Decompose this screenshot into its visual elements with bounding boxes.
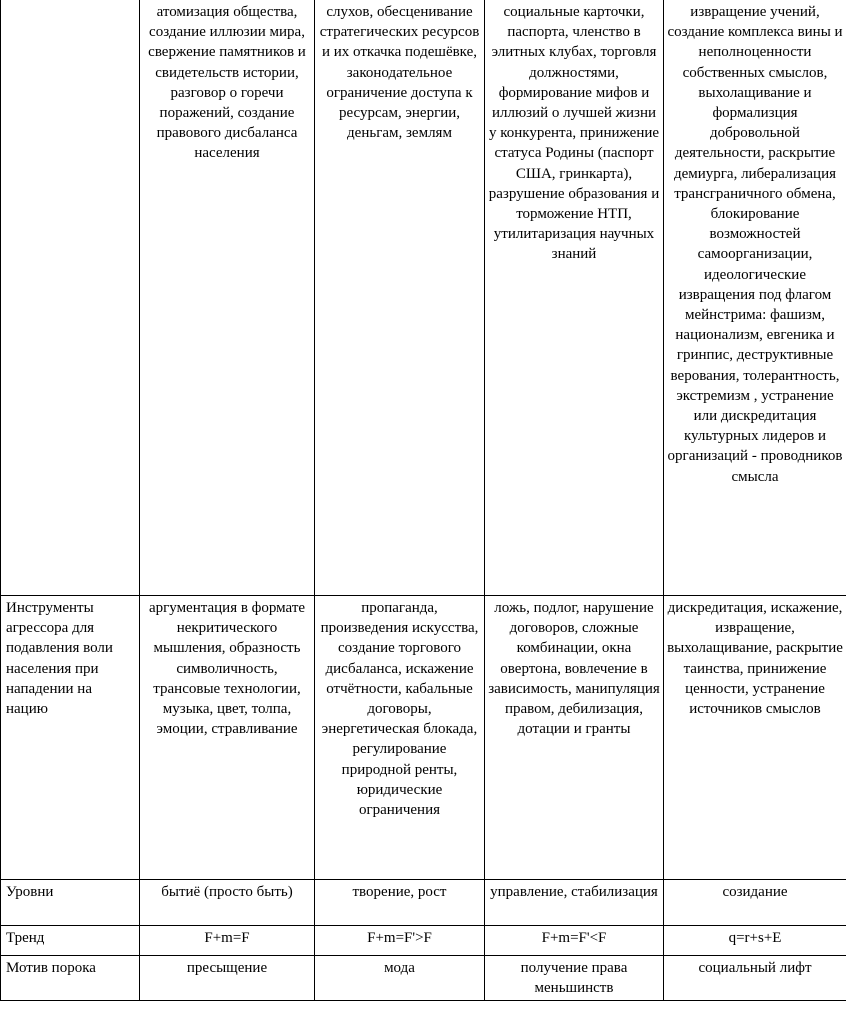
table-cell: пресыщение <box>140 956 315 1001</box>
row-header-cell <box>1 0 140 596</box>
table-row-trend <box>1 926 846 956</box>
table-row-instruments <box>1 596 846 880</box>
row-header-cell: Тренд <box>1 926 140 956</box>
row-header-cell: Инструменты агрессора для подавления воли населения при нападении на нацию <box>1 596 140 880</box>
table-cell: бытиё (просто быть) <box>140 880 315 926</box>
table-cell: ложь, подлог, нарушение договоров, сложные комбинации, окна овертона, вовлечение в зависимость, манипуляция правом, дебилизация, дотации и гранты <box>485 596 664 880</box>
table-cell: аргументация в формате некритического мышления, образность символичность, трансовые технологии, музыка, цвет, толпа, эмоции, стравливание <box>140 596 315 880</box>
table-cell: слухов, обесценивание стратегических ресурсов и их откачка подешёвке, законодательное ограничение доступа к ресурсам, энергии, деньгам, землям <box>315 0 485 596</box>
table-cell: творение, рост <box>315 880 485 926</box>
table-cell: пропаганда, произведения искусства, создание торгового дисбаланса, искажение отчётности, кабальные договоры, энергетическая блокада, регулирование природной ренты, юридические ограничения <box>315 596 485 880</box>
table-cell: мода <box>315 956 485 1001</box>
table-cell: F+m=F'<F <box>485 926 664 956</box>
table-cell: созидание <box>664 880 846 926</box>
table-cell: q=r+s+E <box>664 926 846 956</box>
table-row-continued <box>1 0 846 596</box>
table-cell: извращение учений, создание комплекса вины и неполноценности собственных смыслов, выхолащивание и формализция добровольной деятельности, раскрытие демиурга, либерализация трансграничного обмена, блокирование возможностей самоорганизации, идеологические извращения под флагом мейнстрима: фашизм, национализм, евгеника и гринпис, деструктивные верования, толерантность, экстремизм , устранение или дискредитация культурных лидеров и организаций - проводников смысла <box>664 0 846 596</box>
table-cell: управление, стабилизация <box>485 880 664 926</box>
table-row-vice-motive <box>1 956 846 1001</box>
table-row-levels <box>1 880 846 926</box>
row-header-cell: Уровни <box>1 880 140 926</box>
table-cell: социальные карточки, паспорта, членство в элитных клубах, торговля должностями, формирование мифов и иллюзий о лучшей жизни у конкурента, принижение статуса Родины (паспорт США, гринкарта), разрушение образования и торможение НТП, утилитаризация научных знаний <box>485 0 664 596</box>
table-cell: получение права меньшинств <box>485 956 664 1001</box>
row-header-cell: Мотив порока <box>1 956 140 1001</box>
table-cell: F+m=F'>F <box>315 926 485 956</box>
table-cell: атомизация общества, создание иллюзии мира, свержение памятников и свидетельств истории, разговор о горечи поражений, создание правового дисбаланса населения <box>140 0 315 596</box>
table-cell: F+m=F <box>140 926 315 956</box>
table-cell: социальный лифт <box>664 956 846 1001</box>
table-cell: дискредитация, искажение, извращение, выхолащивание, раскрытие таинства, принижение ценности, устранение источников смыслов <box>664 596 846 880</box>
